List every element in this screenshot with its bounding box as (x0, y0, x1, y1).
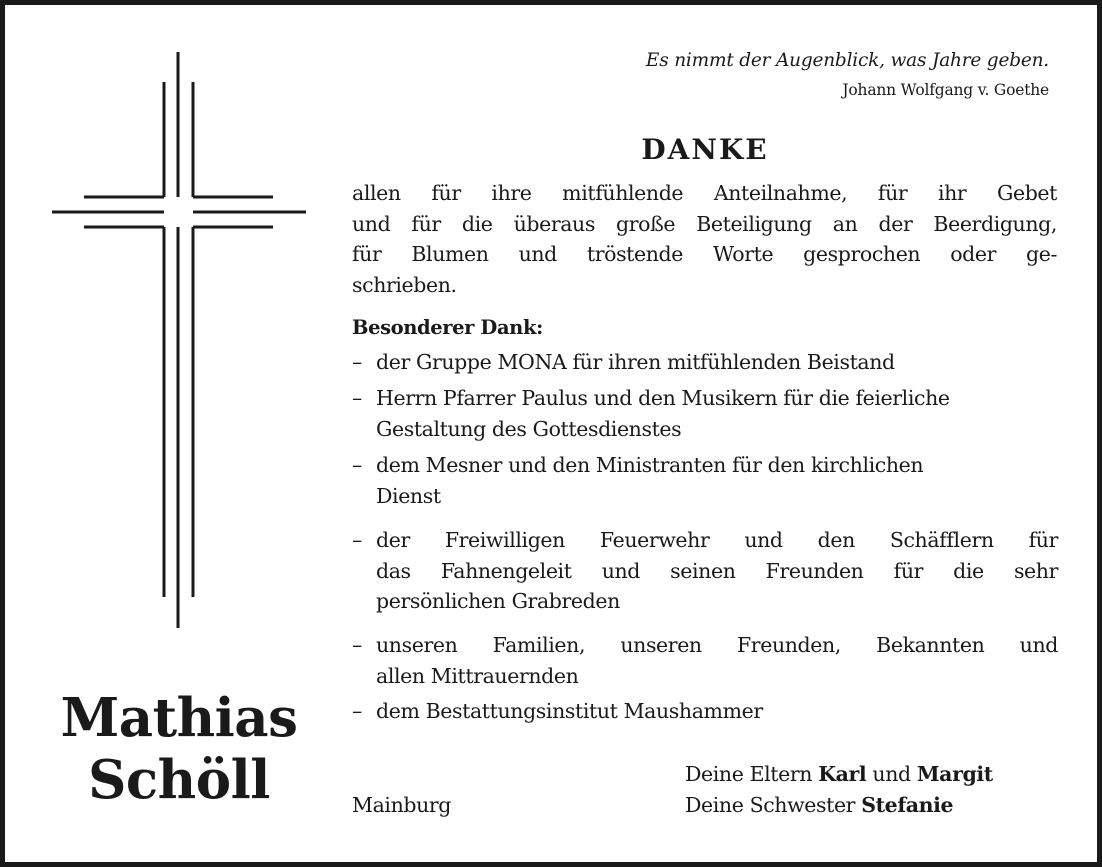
list-item (352, 450, 1058, 511)
parent-name: Karl (818, 762, 867, 786)
list-item (352, 347, 1058, 378)
first-name: Mathias (60, 687, 298, 749)
parent-name: Margit (916, 762, 993, 786)
signature-sister (685, 793, 953, 817)
special-thanks-heading: Besonderer Dank: (352, 316, 543, 339)
intro-line: und für die überaus große Beteiligung an der Beerdigung, (352, 211, 1057, 236)
deceased-name (45, 687, 313, 811)
dash-marker: – (352, 633, 362, 657)
cross-icon (52, 52, 306, 628)
dash-marker: – (352, 386, 362, 410)
list-item-line: der Gruppe MONA für ihren mitfühlenden Beistand (376, 350, 895, 374)
signature-parents (685, 762, 993, 786)
list-item (352, 383, 1058, 444)
intro-line: für Blumen und tröstende Worte gesprochen oder ge- (352, 242, 1057, 266)
list-item-line: persönlichen Grabreden (376, 589, 620, 613)
list-item-line: Herrn Pfarrer Paulus und den Musikern für die feierliche (376, 386, 950, 410)
list-item-line: der Freiwilligen Feuerwehr und den Schäfflern für (376, 528, 1058, 552)
dash-marker: – (352, 453, 362, 477)
list-item-line: dem Bestattungsinstitut Maushammer (376, 699, 763, 723)
list-item-line: Gestaltung des Gottesdienstes (376, 416, 682, 441)
quote-text: Es nimmt der Augenblick, was Jahre geben. (645, 50, 1049, 71)
intro-line: schrieben. (352, 272, 457, 297)
dash-marker: – (352, 350, 362, 374)
intro-line: allen für ihre mitfühlende Anteilnahme, für ihr Gebet (352, 181, 1057, 205)
quote-author: Johann Wolfgang v. Goethe (842, 81, 1049, 99)
list-item (352, 696, 1058, 727)
sister-prefix: Deine Schwester (685, 793, 856, 817)
dash-marker: – (352, 528, 362, 552)
dash-marker: – (352, 699, 362, 723)
parents-and: und (872, 762, 911, 786)
signature-place: Mainburg (352, 793, 452, 817)
sister-name: Stefanie (861, 793, 954, 817)
list-item (352, 630, 1058, 691)
intro-paragraph (352, 178, 1057, 300)
page-title: DANKE (641, 133, 769, 166)
list-item-line: dem Mesner und den Ministranten für den kirchlichen (376, 453, 924, 477)
list-item (352, 525, 1058, 617)
last-name: Schöll (88, 749, 270, 811)
list-item-line: Dienst (376, 483, 441, 508)
list-item-line: das Fahnengeleit und seinen Freunden für die sehr (376, 558, 1058, 583)
list-item-line: unseren Familien, unseren Freunden, Bekannten und (376, 633, 1058, 657)
parents-prefix: Deine Eltern (685, 762, 813, 786)
list-item-line: allen Mittrauernden (376, 663, 579, 688)
